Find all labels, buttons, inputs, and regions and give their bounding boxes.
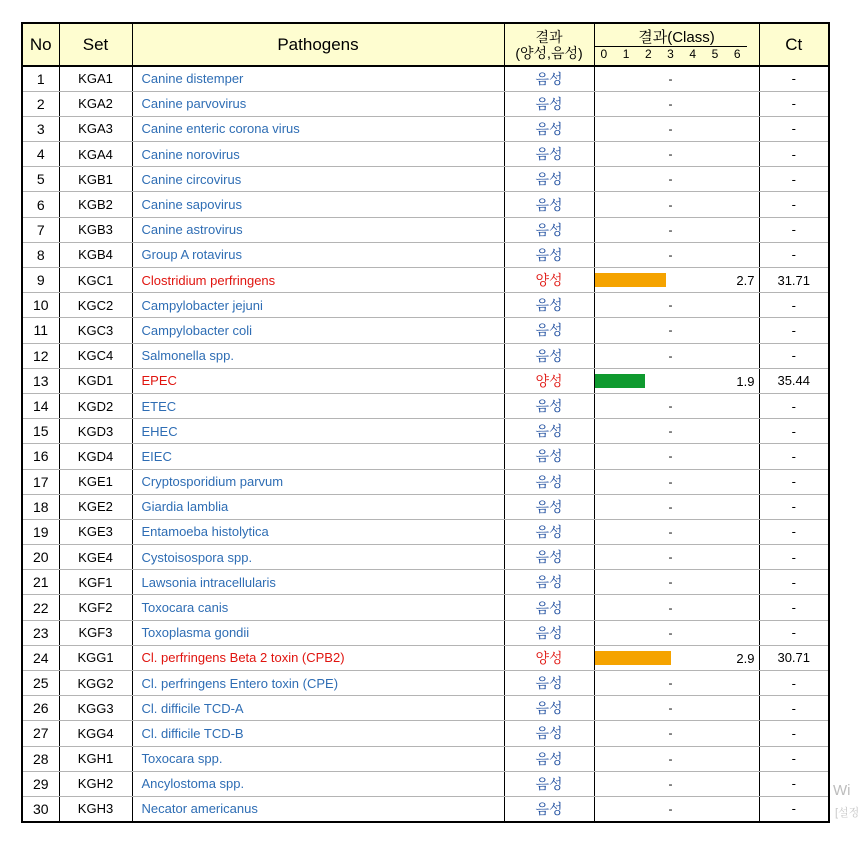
row-class-cell [594, 645, 759, 670]
row-ct: 31.71 [759, 268, 829, 293]
result-negative: 음성 [504, 91, 594, 116]
row-pathogen: Cl. difficile TCD-A [132, 696, 504, 721]
row-number: 9 [22, 268, 59, 293]
row-class-cell [594, 116, 759, 141]
row-pathogen: EPEC [132, 368, 504, 393]
row-number: 12 [22, 343, 59, 368]
table-row [22, 721, 829, 746]
result-negative: 음성 [504, 293, 594, 318]
row-pathogen: Cl. perfringens Beta 2 toxin (CPB2) [132, 645, 504, 670]
class-dash: - [668, 726, 673, 741]
row-number: 27 [22, 721, 59, 746]
row-set-code: KGB4 [59, 242, 132, 267]
result-negative: 음성 [504, 192, 594, 217]
row-ct: - [759, 318, 829, 343]
result-positive: 양성 [504, 268, 594, 293]
result-negative: 음성 [504, 66, 594, 91]
row-number: 24 [22, 645, 59, 670]
table-row [22, 318, 829, 343]
result-header-line1: 결과 [535, 28, 563, 45]
row-set-code: KGG3 [59, 696, 132, 721]
row-class-cell [594, 343, 759, 368]
row-pathogen: Canine norovirus [132, 142, 504, 167]
result-negative: 음성 [504, 167, 594, 192]
result-negative: 음성 [504, 494, 594, 519]
table-row [22, 771, 829, 796]
row-number: 19 [22, 519, 59, 544]
result-negative: 음성 [504, 570, 594, 595]
col-header-class [594, 23, 759, 66]
row-ct: - [759, 343, 829, 368]
row-set-code: KGE4 [59, 545, 132, 570]
class-dash: - [668, 298, 673, 313]
row-ct: - [759, 494, 829, 519]
result-negative: 음성 [504, 142, 594, 167]
table-row [22, 66, 829, 91]
result-negative: 음성 [504, 545, 594, 570]
result-header-line2: (양성,음성) [515, 44, 583, 61]
class-value: 2.9 [736, 650, 755, 666]
row-class-cell [594, 142, 759, 167]
table-row [22, 746, 829, 771]
row-ct: - [759, 419, 829, 444]
row-set-code: KGE1 [59, 469, 132, 494]
row-number: 30 [22, 796, 59, 821]
result-negative: 음성 [504, 595, 594, 620]
row-number: 5 [22, 167, 59, 192]
row-class-cell [594, 746, 759, 771]
row-pathogen: Cl. difficile TCD-B [132, 721, 504, 746]
row-pathogen: Toxocara canis [132, 595, 504, 620]
row-set-code: KGB2 [59, 192, 132, 217]
row-set-code: KGG1 [59, 645, 132, 670]
table-row [22, 293, 829, 318]
class-scale-label: 3 [667, 46, 674, 61]
row-set-code: KGF1 [59, 570, 132, 595]
table-row [22, 494, 829, 519]
result-negative: 음성 [504, 696, 594, 721]
result-positive: 양성 [504, 368, 594, 393]
class-scale [595, 46, 747, 61]
row-pathogen: Canine astrovirus [132, 217, 504, 242]
col-header-no: No [22, 23, 59, 66]
row-ct: - [759, 545, 829, 570]
class-scale-label: 0 [600, 46, 608, 61]
table-row [22, 545, 829, 570]
class-bar [595, 651, 672, 665]
class-dash: - [668, 499, 673, 514]
row-ct: - [759, 671, 829, 696]
col-header-pathogens: Pathogens [132, 23, 504, 66]
result-negative: 음성 [504, 393, 594, 418]
row-pathogen: Campylobacter coli [132, 318, 504, 343]
row-class-cell [594, 66, 759, 91]
row-set-code: KGH2 [59, 771, 132, 796]
class-dash: - [668, 71, 673, 86]
row-class-cell [594, 318, 759, 343]
row-set-code: KGB3 [59, 217, 132, 242]
row-class-cell [594, 91, 759, 116]
result-negative: 음성 [504, 419, 594, 444]
class-dash: - [668, 550, 673, 565]
row-number: 18 [22, 494, 59, 519]
table-row [22, 217, 829, 242]
result-negative: 음성 [504, 519, 594, 544]
result-negative: 음성 [504, 318, 594, 343]
row-number: 26 [22, 696, 59, 721]
row-number: 15 [22, 419, 59, 444]
class-scale-label: 6 [733, 46, 741, 61]
row-class-cell [594, 620, 759, 645]
row-class-cell [594, 721, 759, 746]
table-row [22, 570, 829, 595]
row-class-cell [594, 570, 759, 595]
row-class-cell [594, 671, 759, 696]
row-set-code: KGA2 [59, 91, 132, 116]
row-ct: - [759, 66, 829, 91]
row-pathogen: Canine distemper [132, 66, 504, 91]
row-ct: - [759, 570, 829, 595]
row-class-cell [594, 192, 759, 217]
row-pathogen: Lawsonia intracellularis [132, 570, 504, 595]
row-class-cell [594, 545, 759, 570]
row-pathogen: Salmonella spp. [132, 343, 504, 368]
col-header-result [504, 23, 594, 66]
table-row [22, 116, 829, 141]
row-pathogen: Cystoisospora spp. [132, 545, 504, 570]
class-dash: - [668, 96, 673, 111]
row-number: 10 [22, 293, 59, 318]
table-row [22, 91, 829, 116]
windows-watermark-sub: [설정 [835, 807, 860, 819]
table-row [22, 419, 829, 444]
row-number: 14 [22, 393, 59, 418]
row-ct: - [759, 796, 829, 821]
table-row [22, 167, 829, 192]
class-value: 2.7 [736, 273, 755, 288]
row-ct: - [759, 519, 829, 544]
class-header-title: 결과(Class) [638, 28, 715, 46]
row-class-cell [594, 469, 759, 494]
row-ct: - [759, 293, 829, 318]
result-negative: 음성 [504, 771, 594, 796]
row-pathogen: EIEC [132, 444, 504, 469]
result-negative: 음성 [504, 217, 594, 242]
row-class-cell [594, 242, 759, 267]
row-set-code: KGF3 [59, 620, 132, 645]
row-pathogen: Toxocara spp. [132, 746, 504, 771]
class-dash: - [668, 222, 673, 237]
class-scale-label: 5 [711, 46, 719, 61]
row-set-code: KGD4 [59, 444, 132, 469]
row-set-code: KGA1 [59, 66, 132, 91]
class-dash: - [668, 474, 673, 489]
row-set-code: KGG2 [59, 671, 132, 696]
row-class-cell [594, 444, 759, 469]
row-number: 8 [22, 242, 59, 267]
result-negative: 음성 [504, 796, 594, 821]
row-pathogen: Toxoplasma gondii [132, 620, 504, 645]
row-number: 2 [22, 91, 59, 116]
result-positive: 양성 [504, 645, 594, 670]
row-set-code: KGD1 [59, 368, 132, 393]
row-pathogen: Entamoeba histolytica [132, 519, 504, 544]
class-dash: - [668, 323, 673, 338]
row-ct: - [759, 696, 829, 721]
class-dash: - [668, 676, 673, 691]
table-row [22, 343, 829, 368]
class-dash: - [668, 449, 673, 464]
table-row [22, 595, 829, 620]
result-negative: 음성 [504, 620, 594, 645]
result-negative: 음성 [504, 721, 594, 746]
row-pathogen: ETEC [132, 393, 504, 418]
result-negative: 음성 [504, 116, 594, 141]
row-class-cell [594, 419, 759, 444]
windows-watermark: Wi [833, 782, 851, 799]
row-pathogen: Clostridium perfringens [132, 268, 504, 293]
row-set-code: KGA4 [59, 142, 132, 167]
class-dash: - [668, 399, 673, 414]
row-set-code: KGG4 [59, 721, 132, 746]
header-row [22, 23, 829, 66]
table-row [22, 796, 829, 821]
row-number: 6 [22, 192, 59, 217]
row-number: 16 [22, 444, 59, 469]
row-ct: - [759, 444, 829, 469]
row-number: 17 [22, 469, 59, 494]
row-set-code: KGC1 [59, 268, 132, 293]
row-class-cell [594, 293, 759, 318]
row-class-cell [594, 268, 759, 293]
row-set-code: KGD2 [59, 393, 132, 418]
row-pathogen: Cryptosporidium parvum [132, 469, 504, 494]
table-row [22, 393, 829, 418]
table-row [22, 444, 829, 469]
row-ct: - [759, 142, 829, 167]
table-row [22, 519, 829, 544]
class-dash: - [668, 197, 673, 212]
row-class-cell [594, 393, 759, 418]
table-row [22, 469, 829, 494]
class-dash: - [668, 625, 673, 640]
result-negative: 음성 [504, 671, 594, 696]
row-ct: - [759, 91, 829, 116]
class-dash: - [668, 121, 673, 136]
class-dash: - [668, 348, 673, 363]
result-negative: 음성 [504, 343, 594, 368]
table-row [22, 368, 829, 393]
result-negative: 음성 [504, 242, 594, 267]
row-ct: 35.44 [759, 368, 829, 393]
row-set-code: KGA3 [59, 116, 132, 141]
class-dash: - [668, 751, 673, 766]
row-pathogen: Ancylostoma spp. [132, 771, 504, 796]
row-ct: - [759, 217, 829, 242]
row-set-code: KGH3 [59, 796, 132, 821]
row-ct: - [759, 167, 829, 192]
row-class-cell [594, 368, 759, 393]
row-pathogen: Canine circovirus [132, 167, 504, 192]
row-number: 4 [22, 142, 59, 167]
row-ct: - [759, 771, 829, 796]
table-row [22, 645, 829, 670]
row-ct: - [759, 595, 829, 620]
row-ct: - [759, 192, 829, 217]
row-ct: - [759, 620, 829, 645]
row-pathogen: EHEC [132, 419, 504, 444]
row-set-code: KGC4 [59, 343, 132, 368]
row-set-code: KGC2 [59, 293, 132, 318]
row-set-code: KGE3 [59, 519, 132, 544]
table-row [22, 242, 829, 267]
class-scale-label: 1 [622, 46, 630, 61]
row-number: 1 [22, 66, 59, 91]
row-pathogen: Canine parvovirus [132, 91, 504, 116]
class-dash: - [668, 524, 673, 539]
result-negative: 음성 [504, 469, 594, 494]
row-number: 13 [22, 368, 59, 393]
class-value: 1.9 [736, 373, 755, 389]
row-set-code: KGH1 [59, 746, 132, 771]
class-dash: - [668, 172, 673, 187]
row-class-cell [594, 167, 759, 192]
class-dash: - [668, 801, 673, 816]
row-pathogen: Canine enteric corona virus [132, 116, 504, 141]
row-class-cell [594, 595, 759, 620]
row-set-code: KGE2 [59, 494, 132, 519]
class-bar [595, 374, 645, 388]
row-class-cell [594, 771, 759, 796]
class-dash: - [668, 147, 673, 162]
row-ct: - [759, 116, 829, 141]
row-class-cell [594, 519, 759, 544]
class-bar [595, 273, 667, 287]
results-table [21, 22, 830, 823]
row-set-code: KGB1 [59, 167, 132, 192]
row-number: 29 [22, 771, 59, 796]
row-number: 28 [22, 746, 59, 771]
row-class-cell [594, 796, 759, 821]
class-scale-label: 4 [689, 46, 697, 61]
result-negative: 음성 [504, 746, 594, 771]
row-ct: - [759, 469, 829, 494]
table-row [22, 268, 829, 293]
row-number: 22 [22, 595, 59, 620]
row-number: 11 [22, 318, 59, 343]
row-class-cell [594, 494, 759, 519]
class-dash: - [668, 247, 673, 262]
table-row [22, 620, 829, 645]
row-number: 23 [22, 620, 59, 645]
col-header-set: Set [59, 23, 132, 66]
class-dash: - [668, 600, 673, 615]
class-dash: - [668, 701, 673, 716]
row-ct: - [759, 242, 829, 267]
class-dash: - [668, 424, 673, 439]
table-row [22, 671, 829, 696]
class-dash: - [668, 776, 673, 791]
row-number: 7 [22, 217, 59, 242]
row-set-code: KGD3 [59, 419, 132, 444]
class-dash: - [668, 575, 673, 590]
row-set-code: KGF2 [59, 595, 132, 620]
row-number: 3 [22, 116, 59, 141]
class-scale-label: 2 [644, 46, 652, 61]
table-row [22, 142, 829, 167]
row-number: 25 [22, 671, 59, 696]
table-row [22, 696, 829, 721]
row-pathogen: Giardia lamblia [132, 494, 504, 519]
row-ct: - [759, 746, 829, 771]
result-negative: 음성 [504, 444, 594, 469]
row-pathogen: Group A rotavirus [132, 242, 504, 267]
row-ct: - [759, 721, 829, 746]
row-pathogen: Canine sapovirus [132, 192, 504, 217]
table-row [22, 192, 829, 217]
row-class-cell [594, 696, 759, 721]
row-class-cell [594, 217, 759, 242]
row-pathogen: Campylobacter jejuni [132, 293, 504, 318]
row-set-code: KGC3 [59, 318, 132, 343]
col-header-ct: Ct [759, 23, 829, 66]
row-pathogen: Cl. perfringens Entero toxin (CPE) [132, 671, 504, 696]
row-number: 20 [22, 545, 59, 570]
row-ct: - [759, 393, 829, 418]
row-number: 21 [22, 570, 59, 595]
row-ct: 30.71 [759, 645, 829, 670]
row-pathogen: Necator americanus [132, 796, 504, 821]
